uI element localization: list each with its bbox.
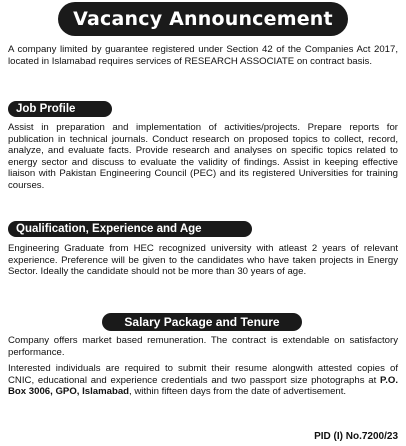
job-profile-heading: Job Profile — [8, 101, 112, 117]
page-title: Vacancy Announcement — [58, 2, 348, 36]
qualification-heading: Qualification, Experience and Age — [8, 221, 252, 237]
pid-number: PID (I) No.7200/23 — [314, 431, 398, 442]
salary-heading: Salary Package and Tenure — [102, 313, 302, 331]
application-paragraph — [8, 363, 398, 398]
qualification-paragraph: Engineering Graduate from HEC recognized university with atleast 2 years of relevant experience. Preference will be given to the candidates who have taken projects in Energy Sector. Ideally the candidate should not be more than 30 years of age. — [8, 243, 398, 278]
job-profile-paragraph: Assist in preparation and implementation of activities/projects. Prepare reports for publication in technical journals. Conduct research on proposed topics to collect, record, analyze, and evaluate facts. Provide research and analyses on specific topics related to energy sector and discuss to evaluate the validity of findings. Assist in keeping effective liaison with Pakistan Engineering Council (PEC) and its registered Universities for training courses. — [8, 122, 398, 191]
salary-paragraph: Company offers market based remuneration. The contract is extendable on satisfactory performance. — [8, 335, 398, 358]
intro-paragraph: A company limited by guarantee registered under Section 42 of the Companies Act 2017, located in Islamabad requires services of RESEARCH ASSOCIATE on contract basis. — [8, 44, 398, 67]
application-text-end: , within fifteen days from the date of advertisement. — [129, 386, 347, 398]
application-text-start: Interested individuals are required to submit their resume alongwith attested copies of CNIC, educational and experience credentials and two passport size photographs at — [8, 363, 398, 386]
postal-address: P.O. Box 3006, GPO, Islamabad — [8, 374, 398, 398]
